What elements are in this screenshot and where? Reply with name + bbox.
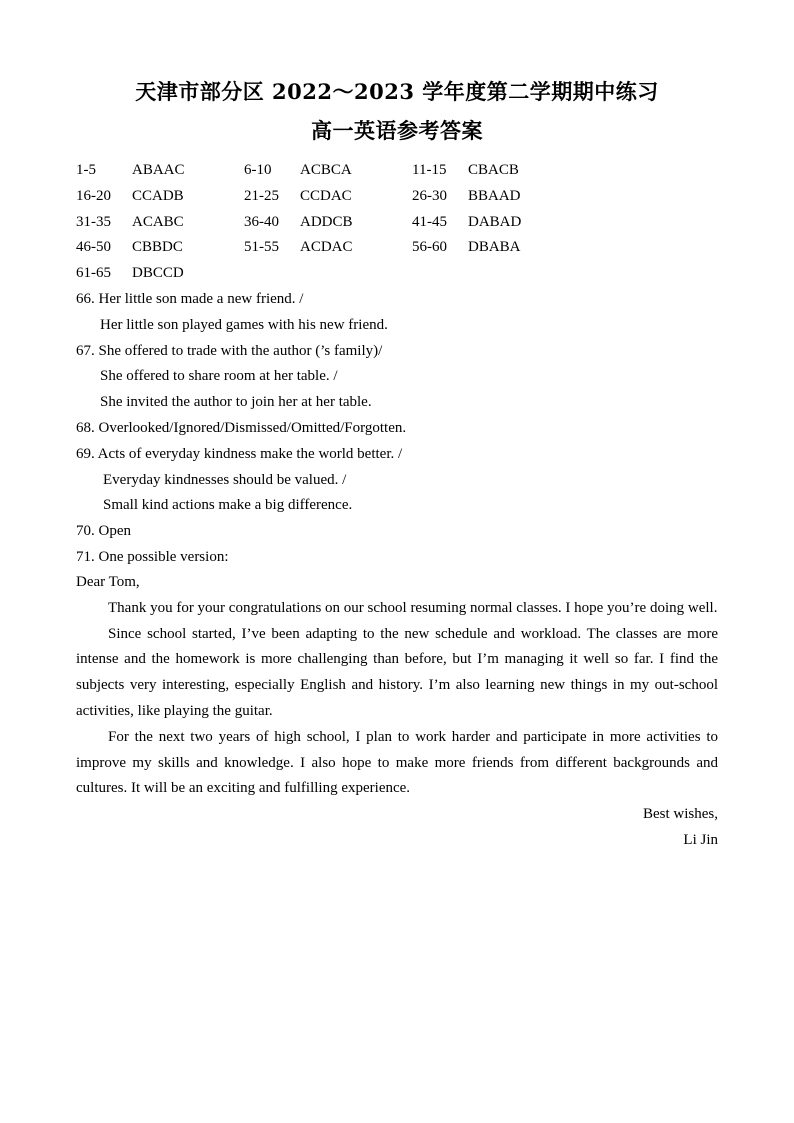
answer-group [76, 210, 244, 236]
question-range: 1-5 [76, 162, 96, 178]
answer-66-line-2: Her little son played games with his new friend. [100, 316, 388, 333]
answer-letters: CBBDC [132, 239, 183, 256]
answer-row [76, 210, 718, 236]
answer-letters: BBAAD [468, 187, 521, 204]
answer-group [244, 235, 412, 261]
answer-letters: CCADB [132, 187, 184, 204]
answer-group [244, 210, 412, 236]
question-range: 11-15 [412, 162, 447, 178]
sample-letter [76, 570, 718, 854]
answer-group [76, 261, 244, 287]
letter-paragraph-1: Thank you for your congratulations on our school resuming normal classes. I hope you’re doing well. [108, 599, 718, 616]
multiple-choice-answers [76, 158, 718, 287]
question-range: 56-60 [412, 239, 447, 256]
question-range: 41-45 [412, 213, 447, 230]
question-range: 46-50 [76, 239, 111, 256]
answer-71-heading: 71. One possible version: [76, 548, 229, 565]
letter-paragraph-2: Since school started, I’ve been adapting to the new schedule and workload. The classes are more intense and the homework is more challenging than before, but I’m managing it well so far. I find the subjects very interesting, especially English and history. I’m also learning new things in my out-school activities, like playing the guitar. [76, 625, 718, 719]
question-range: 6-10 [244, 162, 272, 178]
answer-letters: ABAAC [132, 162, 185, 178]
answer-group [412, 184, 580, 210]
answer-row [76, 261, 718, 287]
answer-69-line-2: Everyday kindnesses should be valued. / [103, 471, 347, 488]
document-title: 天津市部分区 2022～2023 学年度第二学期期中练习 [135, 79, 659, 104]
answer-letters: DABAD [468, 213, 522, 230]
answer-67-line-3: She invited the author to join her at her table. [100, 394, 372, 411]
answer-group [412, 235, 580, 261]
answer-letters: ACABC [132, 213, 184, 230]
answer-group [412, 158, 580, 184]
letter-closing: Best wishes, [643, 806, 718, 823]
question-range: 21-25 [244, 187, 279, 204]
answer-group [244, 184, 412, 210]
short-answer-section [76, 287, 718, 571]
answer-letters: ACBCA [300, 162, 352, 178]
answer-66-line-1: 66. Her little son made a new friend. / [76, 291, 304, 307]
answer-row [76, 184, 718, 210]
answer-letters: CCDAC [300, 187, 352, 204]
letter-signature: Li Jin [683, 831, 718, 848]
answer-67-line-2: She offered to share room at her table. / [100, 368, 338, 385]
answer-letters: ACDAC [300, 239, 353, 256]
answer-row [76, 235, 718, 261]
question-range: 61-65 [76, 265, 111, 282]
letter-greeting: Dear Tom, [76, 574, 140, 590]
letter-paragraph-3: For the next two years of high school, I plan to work harder and participate in more activities to improve my skills and knowledge. I also hope to make more friends from different backgrounds and cultures. It will be an exciting and fulfilling experience. [76, 728, 718, 797]
question-range: 26-30 [412, 187, 447, 204]
question-range: 31-35 [76, 213, 111, 230]
answer-69-line-3: Small kind actions make a big difference. [103, 497, 353, 514]
answer-group [76, 235, 244, 261]
answer-letters: CBACB [468, 162, 519, 178]
question-range: 16-20 [76, 187, 111, 204]
question-range: 36-40 [244, 213, 279, 230]
question-range: 51-55 [244, 239, 279, 256]
answer-group [412, 210, 580, 236]
document-subtitle: 高一英语参考答案 [311, 118, 483, 143]
answer-68: 68. Overlooked/Ignored/Dismissed/Omitted/Forgotten. [76, 419, 407, 436]
answer-67-line-1: 67. She offered to trade with the author (’s family)/ [76, 342, 383, 359]
answer-row [76, 158, 718, 184]
answer-group [76, 158, 244, 184]
answer-group [76, 184, 244, 210]
answer-letters: DBCCD [132, 265, 184, 282]
answer-69-line-1: 69. Acts of everyday kindness make the world better. / [76, 445, 403, 462]
answer-group [244, 158, 412, 184]
answer-letters: DBABA [468, 239, 521, 256]
answer-letters: ADDCB [300, 213, 353, 230]
answer-70: 70. Open [76, 523, 131, 540]
